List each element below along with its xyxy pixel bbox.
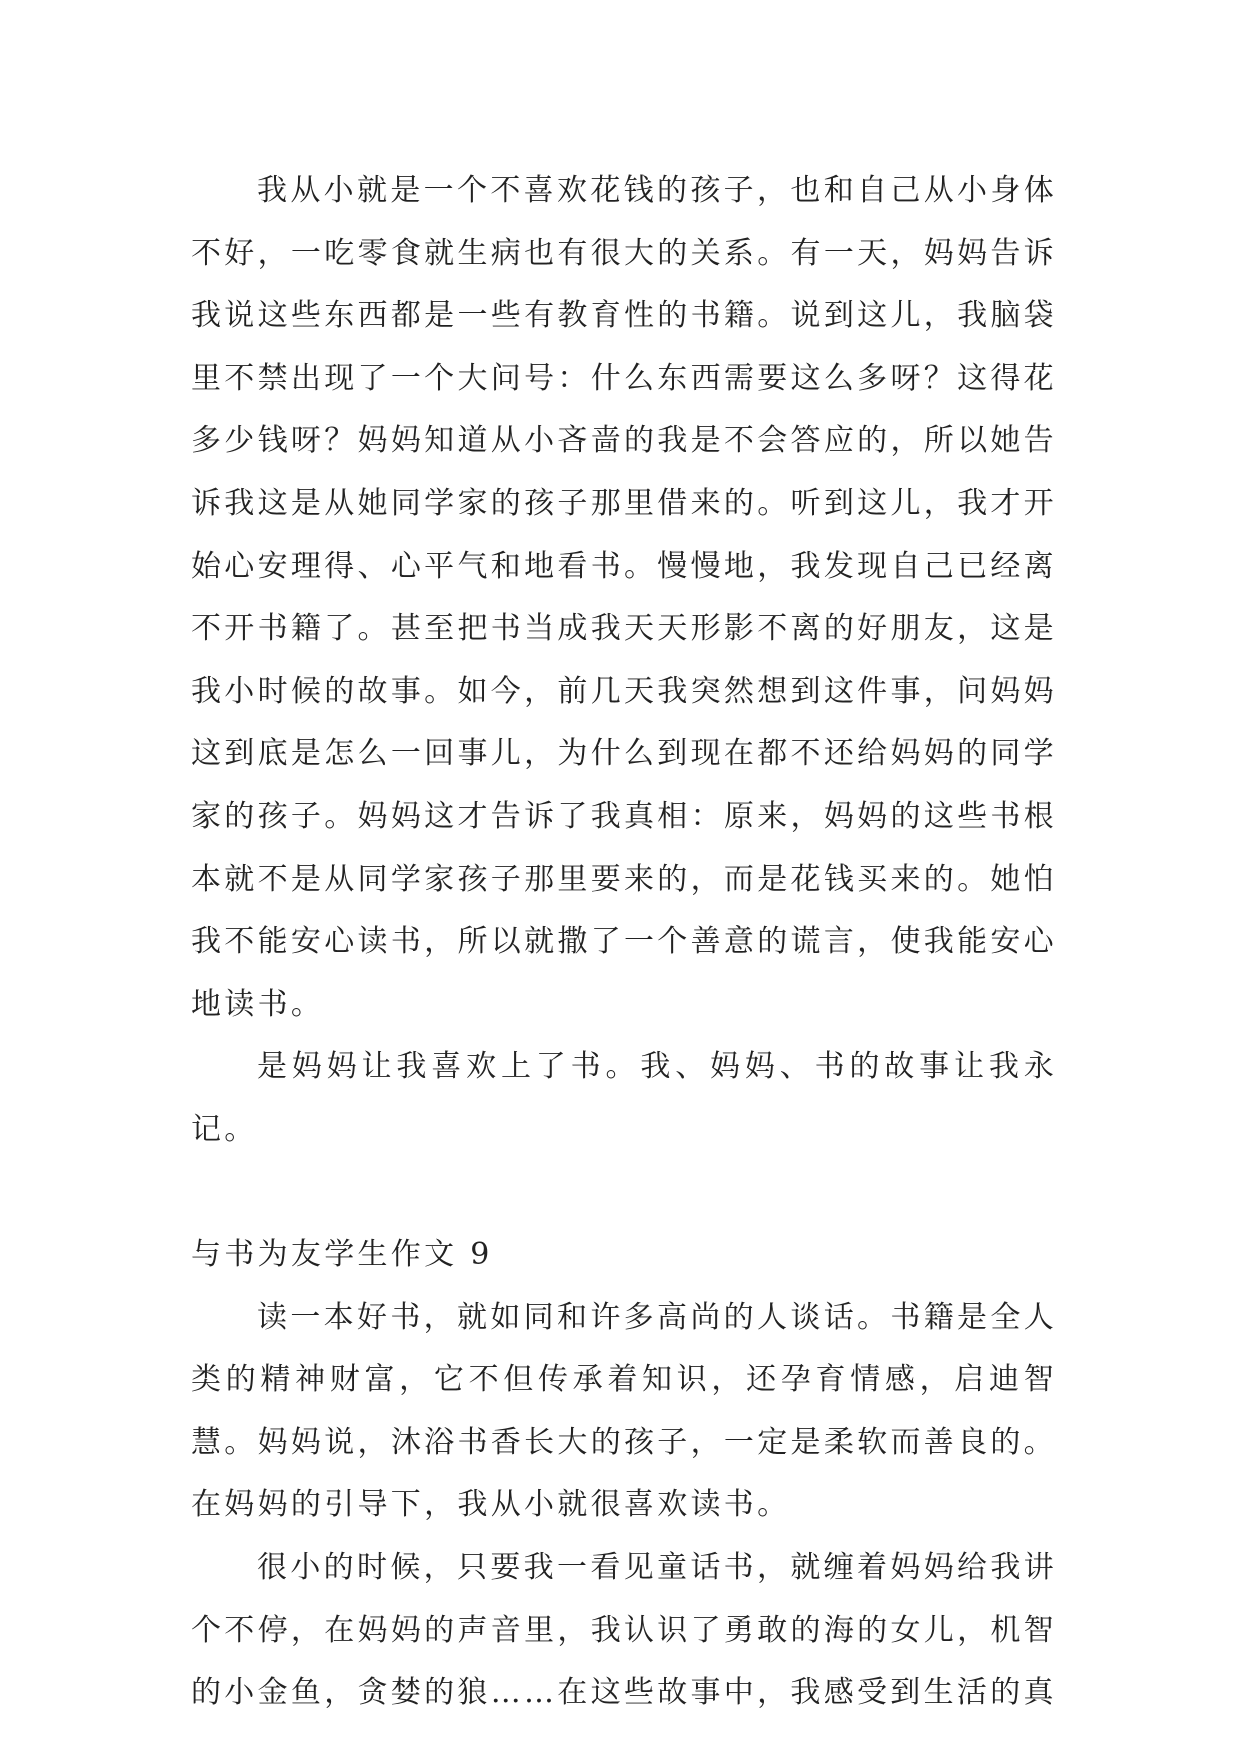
paragraph: 是妈妈让我喜欢上了书。我、妈妈、书的故事让我永记。 [191, 1049, 1057, 1147]
section-title: 与书为友学生作文 9 [191, 1237, 493, 1273]
paragraph: 我从小就是一个不喜欢花钱的孩子，也和自己从小身体不好，一吃零食就生病也有很大的关系。有一天，妈妈告诉我说这些东西都是一些有教育性的书籍。说到这儿，我脑袋里不禁出现了一个大问号：什么东西需要这么多呀？这得花多少钱呀？妈妈知道从小吝啬的我是不会答应的，所以她告诉我这是从她同学家的孩子那里借来的。听到这儿，我才开始心安理得、心平气和地看书。慢慢地，我发现自己已经离不开书籍了。甚至把书当成我天天形影不离的好朋友，这是我小时候的故事。如今，前几天我突然想到这件事，问妈妈这到底是怎么一回事儿，为什么到现在都不还给妈妈的同学家的孩子。妈妈这才告诉了我真相：原来，妈妈的这些书根本就不是从同学家孩子那里要来的，而是花钱买来的。她怕我不能安心读书，所以就撒了一个善意的谎言，使我能安心地读书。 [191, 173, 1057, 1022]
paragraph: 读一本好书，就如同和许多高尚的人谈话。书籍是全人类的精神财富，它不但传承着知识，还孕育情感，启迪智慧。妈妈说，沐浴书香长大的孩子，一定是柔软而善良的。在妈妈的引导下，我从小就很喜欢读书。 [191, 1299, 1057, 1523]
paragraph: 很小的时候，只要我一看见童话书，就缠着妈妈给我讲个不停，在妈妈的声音里，我认识了勇敢的海的女儿，机智的小金鱼，贪婪的狼……在这些故事中，我感受到生活的真 [191, 1550, 1057, 1711]
section-spacer [191, 1162, 1057, 1225]
document-body [191, 160, 1057, 1725]
